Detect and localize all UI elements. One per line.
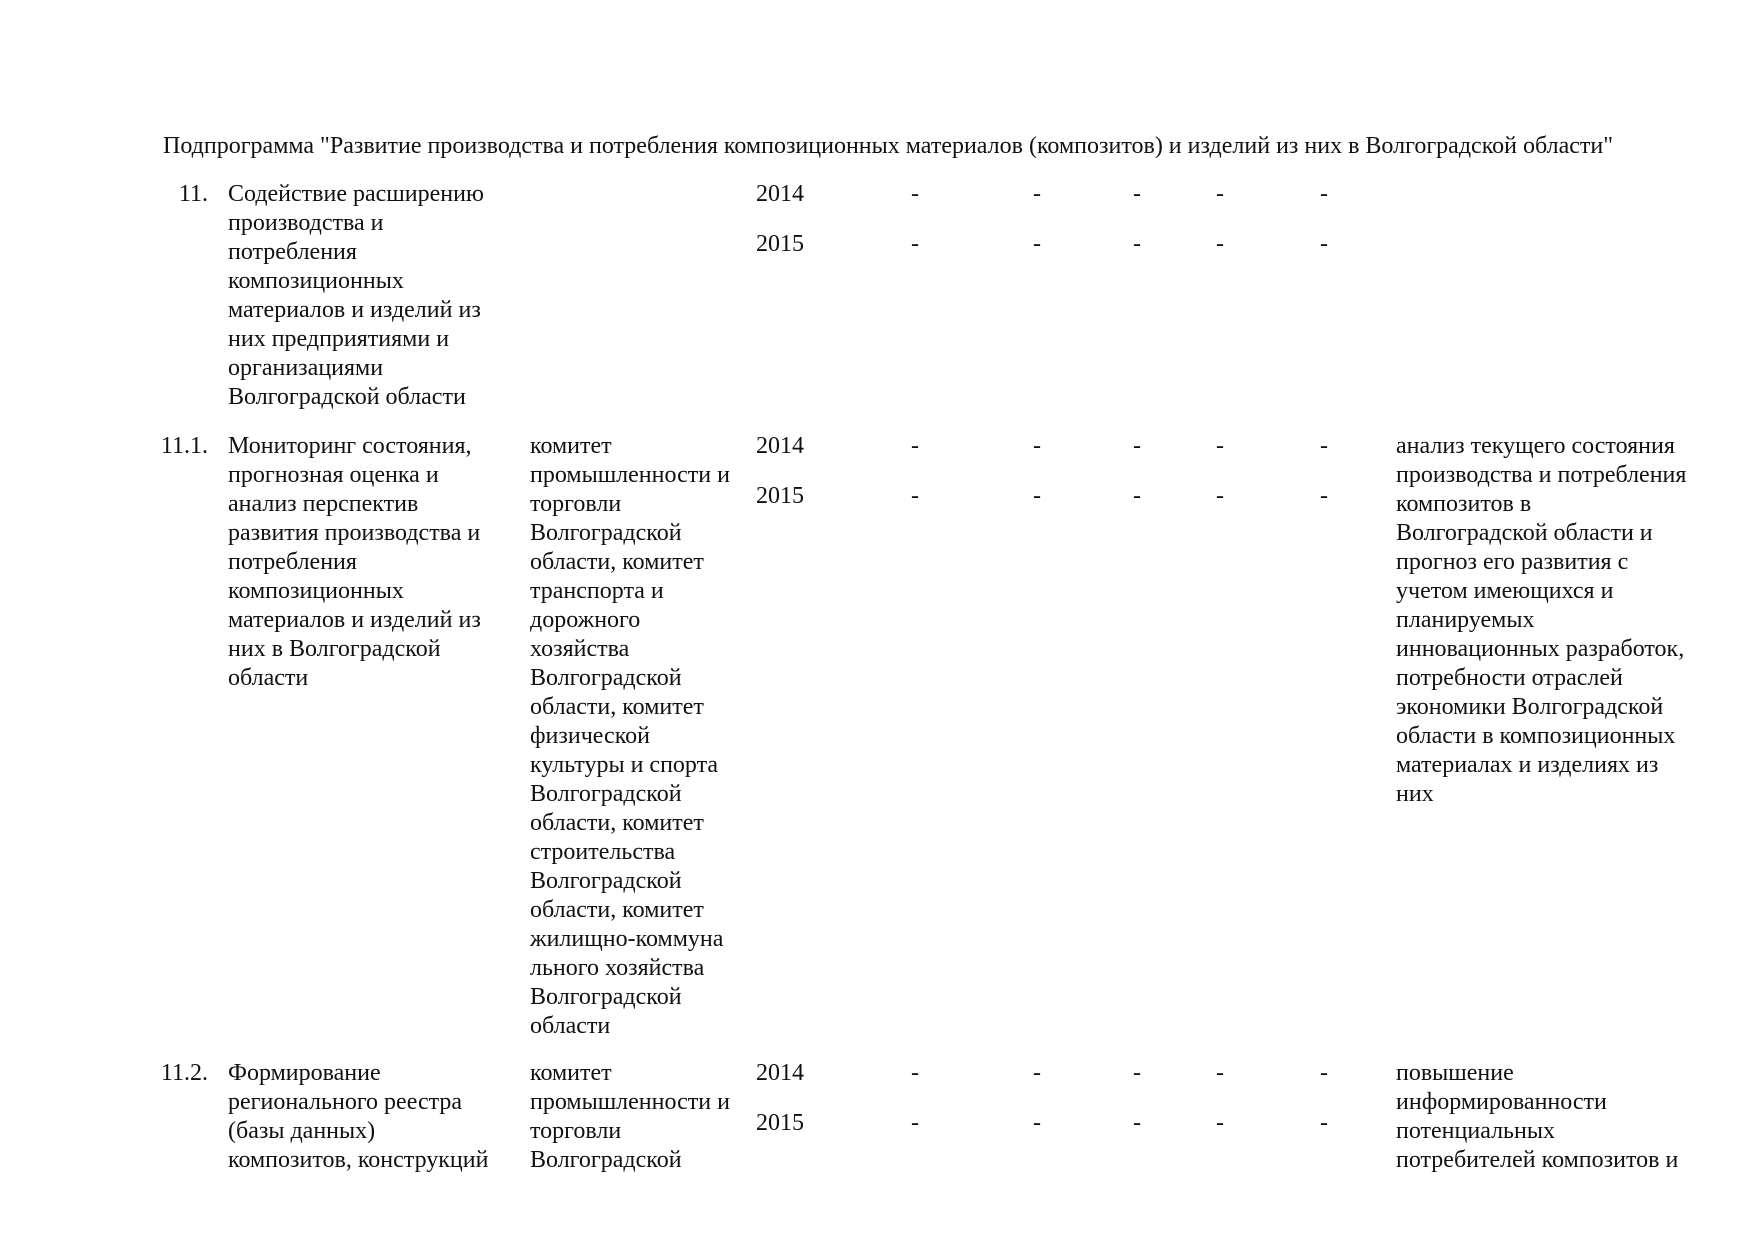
- value-cell: -: [911, 433, 919, 459]
- value-cell: -: [1216, 483, 1224, 509]
- year-2014: 2014: [756, 181, 804, 207]
- subprogram-title: Подпрограмма "Развитие производства и потребления композиционных материалов (композитов) и изделий из них в Волгоградской области": [163, 133, 1613, 159]
- value-cell: -: [911, 483, 919, 509]
- year-2014: 2014: [756, 1060, 804, 1086]
- year-2015: 2015: [756, 231, 804, 257]
- value-cell: -: [1033, 433, 1041, 459]
- value-cell: -: [1033, 483, 1041, 509]
- value-cell: -: [1033, 1110, 1041, 1136]
- value-cell: -: [911, 231, 919, 257]
- row-number: 11.2.: [160, 1060, 208, 1086]
- value-cell: -: [1133, 1060, 1141, 1086]
- value-cell: -: [1320, 231, 1328, 257]
- row-number: 11.: [178, 181, 208, 207]
- value-cell: -: [1216, 1060, 1224, 1086]
- activity-name: Содействие расширению производства и потребления композиционных материалов и изделий из них предприятиями и организациями Волгоградской области: [228, 181, 484, 410]
- executor: комитет промышленности и торговли Волгоградской области, комитет транспорта и дорожного хозяйства Волгоградской области, комитет физической культуры и спорта Волгоградской области, комитет строительства Волгоградской области, комитет жилищно-коммуна льного хозяйства Волгоградской области: [530, 433, 730, 1039]
- year-2014: 2014: [756, 433, 804, 459]
- year-2015: 2015: [756, 1110, 804, 1136]
- value-cell: -: [1320, 181, 1328, 207]
- value-cell: -: [1320, 483, 1328, 509]
- value-cell: -: [1216, 1110, 1224, 1136]
- row-number: 11.1.: [160, 433, 208, 459]
- value-cell: -: [1320, 433, 1328, 459]
- value-cell: -: [1033, 1060, 1041, 1086]
- value-cell: -: [911, 1060, 919, 1086]
- activity-name: Мониторинг состояния, прогнозная оценка и анализ перспектив развития производства и потребления композиционных материалов и изделий из них в Волгоградской области: [228, 433, 481, 691]
- year-2015: 2015: [756, 483, 804, 509]
- value-cell: -: [1133, 483, 1141, 509]
- value-cell: -: [1033, 231, 1041, 257]
- expected-result: повышение информированности потенциальных потребителей композитов и: [1396, 1060, 1679, 1173]
- activity-name: Формирование регионального реестра (базы данных) композитов, конструкций: [228, 1060, 489, 1173]
- value-cell: -: [1133, 181, 1141, 207]
- value-cell: -: [1216, 231, 1224, 257]
- expected-result: анализ текущего состояния производства и потребления композитов в Волгоградской области и прогноз его развития с учетом имеющихся и планируемых инновационных разработок, потребности отраслей экономики Волгоградской области в композиционных материалах и изделиях из них: [1396, 433, 1687, 807]
- value-cell: -: [1033, 181, 1041, 207]
- value-cell: -: [1133, 1110, 1141, 1136]
- value-cell: -: [1216, 433, 1224, 459]
- value-cell: -: [1133, 231, 1141, 257]
- value-cell: -: [911, 181, 919, 207]
- value-cell: -: [1216, 181, 1224, 207]
- executor: комитет промышленности и торговли Волгоградской: [530, 1060, 730, 1173]
- value-cell: -: [911, 1110, 919, 1136]
- value-cell: -: [1133, 433, 1141, 459]
- value-cell: -: [1320, 1110, 1328, 1136]
- value-cell: -: [1320, 1060, 1328, 1086]
